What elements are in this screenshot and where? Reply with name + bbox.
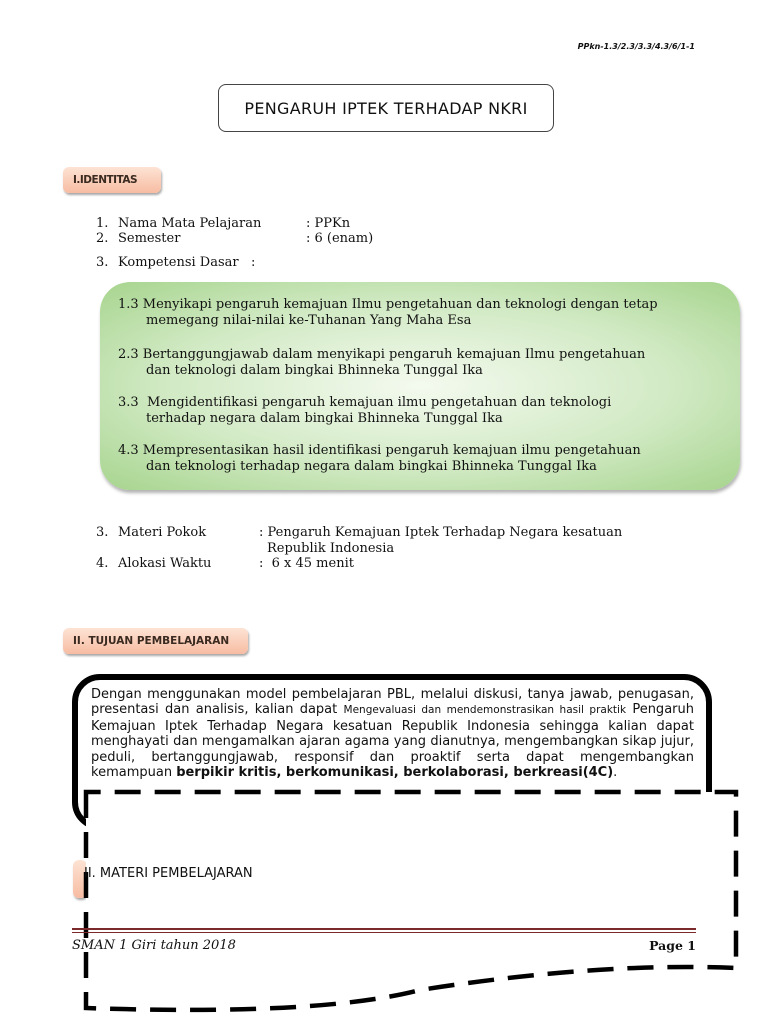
kompetensi-line-cont: terhadap negara dalam bingkai Bhinneka Tunggal Ika — [146, 411, 503, 426]
row-value: : Pengaruh Kemajuan Iptek Terhadap Negara kesatuan — [259, 525, 623, 540]
footer-page-number: Page 1 — [649, 938, 696, 953]
row-label: Materi Pokok — [118, 525, 207, 540]
kompetensi-line: 3.3 Mengidentifikasi pengaruh kemajuan ilmu pengetahuan dan teknologi — [118, 395, 612, 410]
row-value-cont: Republik Indonesia — [267, 541, 395, 556]
tujuan-text-b: Pengaruh Kemajuan Iptek Terhadap Negara kesatuan Republik Indonesia sehingga kalian dapat menghayati dan mengamalkan ajaran agama yang dianutnya, mengembangkan sikap jujur, peduli, bertanggungjawab, responsif dan proaktif serta dapat mengembangkan kemampuan — [91, 702, 694, 781]
section-heading-label: I.IDENTITAS — [73, 174, 138, 186]
row-label: Semester — [118, 231, 181, 246]
section-heading-materi: II. MATERI PEMBELAJARAN — [84, 866, 253, 881]
kompetensi-line: 4.3 Mempresentasikan hasil identifikasi pengaruh kemajuan ilmu pengetahuan — [118, 443, 641, 458]
row-number: 3. — [96, 525, 109, 540]
row-number: 4. — [96, 556, 109, 571]
tujuan-text-a: Dengan menggunakan model pembelajaran PBL, melalui diskusi, tanya jawab, penugasan, presentasi dan analisis, kalian dapat — [91, 687, 694, 718]
row-label: Kompetensi Dasar : — [118, 255, 256, 270]
footer-divider-thin — [72, 932, 696, 933]
footer-divider — [72, 928, 696, 930]
row-value: : PPKn — [306, 216, 351, 231]
row-label: Nama Mata Pelajaran — [118, 216, 262, 231]
document-code: PPkn-1.3/2.3/3.3/4.3/6/1-1 — [577, 42, 695, 51]
row-label: Alokasi Waktu — [118, 556, 212, 571]
tujuan-text-small: Mengevaluasi dan mendemonstrasikan hasil praktik — [343, 704, 627, 717]
kompetensi-line-cont: dan teknologi dalam bingkai Bhinneka Tunggal Ika — [146, 363, 483, 378]
row-value: : 6 (enam) — [306, 231, 374, 246]
footer-school: SMAN 1 Giri tahun 2018 — [72, 938, 236, 953]
tujuan-text-end: . — [613, 765, 618, 781]
kompetensi-line: 2.3 Bertanggungjawab dalam menyikapi pengaruh kemajuan Ilmu pengetahuan — [118, 347, 646, 362]
row-value: : 6 x 45 menit — [259, 556, 354, 571]
row-number: 2. — [96, 231, 109, 246]
tujuan-text-bold: berpikir kritis, berkomunikasi, berkolaborasi, berkreasi(4C) — [176, 765, 614, 781]
row-number: 3. — [96, 255, 109, 270]
kompetensi-line-cont: memegang nilai-nilai ke-Tuhanan Yang Maha Esa — [146, 313, 472, 328]
kompetensi-line-cont: dan teknologi terhadap negara dalam bingkai Bhinneka Tunggal Ika — [146, 459, 597, 474]
row-number: 1. — [96, 216, 109, 231]
section-heading-label: II. TUJUAN PEMBELAJARAN — [73, 635, 230, 647]
page-title-text: PENGARUH IPTEK TERHADAP NKRI — [244, 98, 528, 118]
kompetensi-line: 1.3 Menyikapi pengaruh kemajuan Ilmu pengetahuan dan teknologi dengan tetap — [118, 297, 658, 312]
